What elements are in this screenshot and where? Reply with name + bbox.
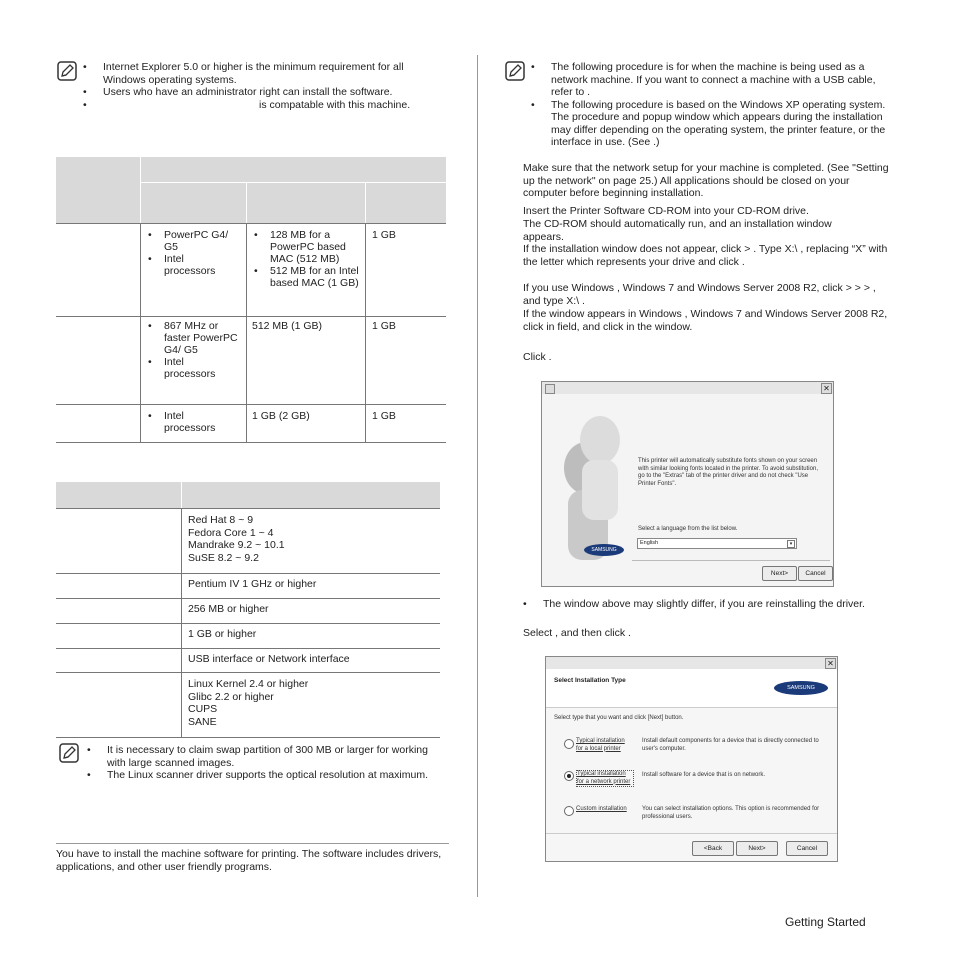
cell-item: • 512 MB for an Intel based MAC (1 GB) <box>252 265 362 289</box>
ram-cell: 256 MB or higher <box>188 603 269 615</box>
radio-local[interactable] <box>564 739 574 749</box>
option-desc: Install software for a device that is on network. <box>642 772 766 778</box>
install-intro: You have to install the machine software for printing. The software includes drivers, applications, and other user friendly programs. <box>56 848 442 873</box>
cell-item: • PowerPC G4/ G5 <box>146 229 238 253</box>
window-icon <box>545 384 555 394</box>
select-instruction: Select , and then click . <box>523 627 631 639</box>
cell-item: • 867 MHz or faster PowerPC G4/ G5 <box>146 320 238 356</box>
radio-network[interactable] <box>564 771 574 781</box>
next-button[interactable]: Next> <box>762 566 797 581</box>
samsung-logo: SAMSUNG <box>774 681 828 695</box>
cpu-cell <box>146 410 238 434</box>
page-footer: Getting Started <box>785 915 866 929</box>
title-bar <box>542 382 833 394</box>
cpu-cell <box>146 320 238 380</box>
cancel-button[interactable]: Cancel <box>786 841 828 856</box>
cell-line: Glibc 2.2 or higher <box>188 690 274 703</box>
section-divider <box>56 843 449 844</box>
column-divider <box>477 55 478 897</box>
hdd-cell: 1 GB <box>372 410 396 422</box>
note-item: • is compatable with this machine. <box>83 99 443 112</box>
note-item: • It is necessary to claim swap partition of 300 MB or larger for working with large scanned images. <box>87 744 437 769</box>
reinstall-note <box>523 598 873 611</box>
note-pencil-icon <box>59 743 79 763</box>
cell-line: Fedora Core 1 ~ 4 <box>188 526 274 539</box>
dialog-message: This printer will automatically substitute fonts shown on your screen with similar looking fonts located in the printer. To avoid substitution, go to the "Extras" tab of the printer driver and do not check "Use Printer Fonts". <box>638 458 818 487</box>
note-item: • The following procedure is for when the machine is being used as a network machine. If you want to connect a machine with a USB cable, refer to . <box>531 61 895 99</box>
language-select[interactable] <box>637 538 797 549</box>
dialog-prompt: Select type that you want and click [Next] button. <box>554 715 684 721</box>
cell-item: • Intel processors <box>146 356 238 380</box>
software-cell <box>188 678 308 728</box>
note-item: • The Linux scanner driver supports the optical resolution at maximum. <box>87 769 437 782</box>
cell-line: SuSE 8.2 ~ 9.2 <box>188 551 259 564</box>
cell-line: Mandrake 9.2 ~ 10.1 <box>188 539 285 551</box>
dialog-prompt: Select a language from the list below. <box>638 526 738 532</box>
note-pencil-icon <box>505 61 525 81</box>
option-desc: You can select installation options. This option is recommended for professional users. <box>642 806 820 820</box>
step-text: Insert the Printer Software CD-ROM into your CD-ROM drive. <box>523 205 809 217</box>
step-text: If you use Windows , Windows 7 and Windows Server 2008 R2, click > > > , and type X:\ . <box>523 282 876 307</box>
connection-cell: USB interface or Network interface <box>188 653 350 665</box>
mac-requirements-table <box>56 157 446 443</box>
hdd-cell: 1 GB <box>372 320 396 332</box>
cell-line: CUPS <box>188 703 218 715</box>
table-header-item <box>56 157 140 223</box>
close-icon[interactable]: ✕ <box>825 658 836 669</box>
ram-cell: 512 MB (1 GB) <box>252 320 323 332</box>
linux-requirements-table <box>56 482 440 738</box>
cell-line: SANE <box>188 715 217 728</box>
note-item: • Internet Explorer 5.0 or higher is the minimum requirement for all Windows operating systems. <box>83 61 443 86</box>
note-pencil-icon <box>57 61 77 81</box>
radio-custom[interactable] <box>564 806 574 816</box>
cell-line: Red Hat 8 ~ 9 <box>188 514 254 526</box>
cell-line: Linux Kernel 2.4 or higher <box>188 678 309 690</box>
option-label[interactable]: Typical installation for a local printer <box>576 738 625 752</box>
dialog-title: Select Installation Type <box>554 677 626 684</box>
table-header <box>56 482 440 508</box>
table-header-requirement <box>141 157 446 182</box>
cell-item: • 128 MB for a PowerPC based MAC (512 MB) <box>252 229 362 265</box>
option-label[interactable]: Custom installation <box>576 806 627 812</box>
table-subheader <box>141 183 446 223</box>
language-value: English <box>640 540 659 546</box>
people-illustration <box>550 398 630 568</box>
samsung-logo: SAMSUNG <box>584 544 624 556</box>
title-bar <box>546 657 837 669</box>
cell-item: • Intel processors <box>146 253 238 277</box>
option-desc: Install default components for a device that is directly connected to user's computer. <box>642 738 819 752</box>
step-text: If the installation window does not appear, click > . Type X:\ , replacing “X” with the letter which represents your drive and click . <box>523 243 888 268</box>
note-list-linux <box>87 744 437 782</box>
note-list-network <box>531 61 895 149</box>
hdd-cell: 1 GB <box>372 229 396 241</box>
step-text: If the window appears in Windows , Windows 7 and Windows Server 2008 R2, click in field, and click in the window. <box>523 308 888 333</box>
back-button[interactable]: <Back <box>692 841 734 856</box>
step-text: Make sure that the network setup for your machine is completed. (See "Setting up the network" on page 25.) All applications should be closed on your computer before beginning installation. <box>523 162 889 199</box>
step-text: The CD-ROM should automatically run, and an installation window appears. <box>523 218 832 243</box>
language-dialog <box>541 381 834 587</box>
cancel-button[interactable]: Cancel <box>798 566 833 581</box>
cell-item: • Intel processors <box>146 410 238 434</box>
hdd-cell: 1 GB or higher <box>188 628 257 640</box>
option-label[interactable]: Typical installation for a network printer <box>576 770 634 787</box>
note-item: • Users who have an administrator right can install the software. <box>83 86 443 99</box>
note-list-requirements <box>83 61 443 111</box>
step-text: Click . <box>523 351 552 363</box>
ram-cell: 1 GB (2 GB) <box>252 410 310 422</box>
next-button[interactable]: Next> <box>736 841 778 856</box>
note-item: • The following procedure is based on the Windows XP operating system. The procedure and popup window which appears during the installation may differ depending on the operating system, the printer feature, or the interface in use. (See .) <box>531 99 895 149</box>
chevron-down-icon: ▾ <box>787 540 795 548</box>
note-item: • The window above may slightly differ, if you are reinstalling the driver. <box>523 598 873 611</box>
cpu-cell <box>146 229 238 277</box>
install-type-dialog <box>545 656 838 862</box>
close-icon[interactable]: ✕ <box>821 383 832 394</box>
ram-cell <box>252 229 362 289</box>
cpu-cell: Pentium IV 1 GHz or higher <box>188 578 317 590</box>
os-cell <box>188 514 285 564</box>
